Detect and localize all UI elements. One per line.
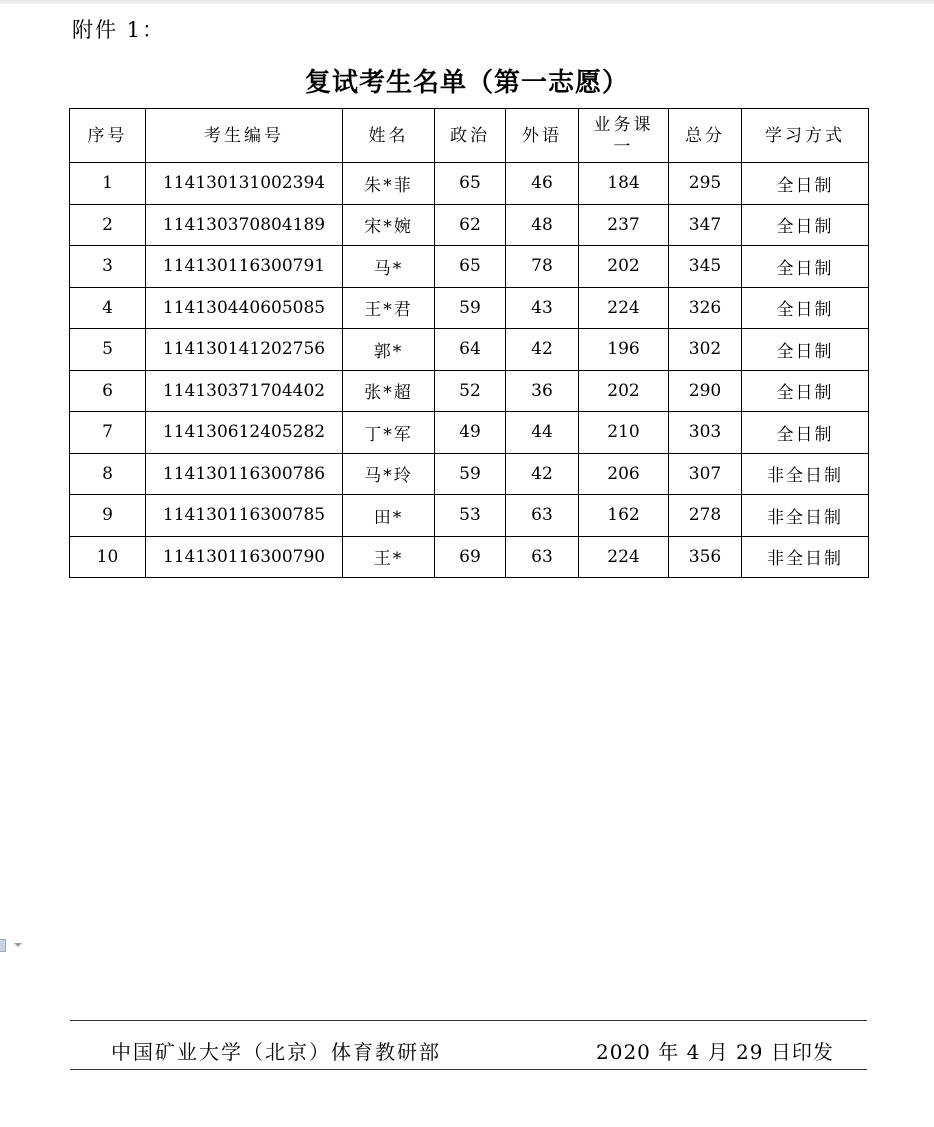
document-icon	[0, 939, 6, 952]
header-cell: 外语	[506, 109, 579, 163]
table-cell: 9	[70, 495, 146, 537]
table-cell: 53	[435, 495, 506, 537]
table-cell: 114130612405282	[146, 412, 343, 454]
table-cell: 64	[435, 329, 506, 371]
table-cell: 224	[579, 536, 669, 578]
table-cell: 202	[579, 370, 669, 412]
chevron-down-icon	[14, 943, 22, 947]
table-cell: 295	[669, 163, 742, 205]
table-row	[70, 453, 869, 495]
table-cell: 42	[506, 453, 579, 495]
table-cell: 114130141202756	[146, 329, 343, 371]
table-row	[70, 329, 869, 371]
table-cell: 王*	[343, 536, 435, 578]
table-cell: 马*玲	[343, 453, 435, 495]
table-cell: 114130371704402	[146, 370, 343, 412]
table-row	[70, 495, 869, 537]
table-cell: 224	[579, 287, 669, 329]
table-cell: 307	[669, 453, 742, 495]
table-row	[70, 163, 869, 205]
table-cell: 非全日制	[742, 536, 869, 578]
table-cell: 丁*军	[343, 412, 435, 454]
table-row	[70, 370, 869, 412]
table-cell: 63	[506, 536, 579, 578]
table-cell: 王*君	[343, 287, 435, 329]
header-cell: 姓名	[343, 109, 435, 163]
header-cell: 学习方式	[742, 109, 869, 163]
attachment-label: 附件 1：	[72, 18, 166, 42]
footer-rule-bottom	[70, 1069, 867, 1070]
table-cell: 237	[579, 204, 669, 246]
header-cell: 考生编号	[146, 109, 343, 163]
table-cell: 78	[506, 246, 579, 288]
table-cell: 全日制	[742, 287, 869, 329]
table-row	[70, 204, 869, 246]
table-cell: 全日制	[742, 204, 869, 246]
table-cell: 196	[579, 329, 669, 371]
table-cell: 184	[579, 163, 669, 205]
table-cell: 10	[70, 536, 146, 578]
table-cell: 52	[435, 370, 506, 412]
table-row	[70, 412, 869, 454]
header-cell: 业务课一	[579, 109, 669, 163]
table-cell: 65	[435, 163, 506, 205]
table-cell: 278	[669, 495, 742, 537]
table-cell: 114130131002394	[146, 163, 343, 205]
header-cell: 政治	[435, 109, 506, 163]
table-cell: 114130116300791	[146, 246, 343, 288]
table-cell: 114130440605085	[146, 287, 343, 329]
table-cell: 114130116300790	[146, 536, 343, 578]
table-cell: 3	[70, 246, 146, 288]
table-cell: 郭*	[343, 329, 435, 371]
table-cell: 6	[70, 370, 146, 412]
table-cell: 7	[70, 412, 146, 454]
footer-rule-top	[70, 1020, 867, 1021]
table-cell: 69	[435, 536, 506, 578]
side-panel-toggle[interactable]	[0, 938, 26, 952]
table-cell: 马*	[343, 246, 435, 288]
table-cell: 8	[70, 453, 146, 495]
table-cell: 59	[435, 287, 506, 329]
table-cell: 46	[506, 163, 579, 205]
table-cell: 43	[506, 287, 579, 329]
table-cell: 田*	[343, 495, 435, 537]
footer-organization: 中国矿业大学（北京）体育教研部	[111, 1040, 441, 1064]
table-cell: 63	[506, 495, 579, 537]
table-cell: 全日制	[742, 329, 869, 371]
table-cell: 290	[669, 370, 742, 412]
table-cell: 5	[70, 329, 146, 371]
table-cell: 162	[579, 495, 669, 537]
table-cell: 62	[435, 204, 506, 246]
page-top-edge	[0, 0, 934, 4]
candidate-table	[69, 108, 869, 578]
document-title: 复试考生名单（第一志愿）	[304, 68, 629, 98]
table-cell: 303	[669, 412, 742, 454]
table-cell: 2	[70, 204, 146, 246]
table-cell: 356	[669, 536, 742, 578]
table-row	[70, 246, 869, 288]
header-cell: 总分	[669, 109, 742, 163]
table-cell: 全日制	[742, 412, 869, 454]
table-cell: 44	[506, 412, 579, 454]
table-cell: 326	[669, 287, 742, 329]
table-cell: 114130116300785	[146, 495, 343, 537]
table-cell: 114130116300786	[146, 453, 343, 495]
table-row	[70, 287, 869, 329]
table-cell: 1	[70, 163, 146, 205]
table-cell: 非全日制	[742, 495, 869, 537]
table-cell: 非全日制	[742, 453, 869, 495]
table-cell: 36	[506, 370, 579, 412]
table-cell: 202	[579, 246, 669, 288]
table-cell: 全日制	[742, 163, 869, 205]
table-cell: 宋*婉	[343, 204, 435, 246]
table-cell: 全日制	[742, 370, 869, 412]
table-cell: 朱*菲	[343, 163, 435, 205]
table-body	[70, 163, 869, 578]
table-cell: 210	[579, 412, 669, 454]
table-cell: 48	[506, 204, 579, 246]
table-cell: 59	[435, 453, 506, 495]
table-cell: 张*超	[343, 370, 435, 412]
table-cell: 65	[435, 246, 506, 288]
table-cell: 347	[669, 204, 742, 246]
table-cell: 49	[435, 412, 506, 454]
header-cell: 序号	[70, 109, 146, 163]
table-cell: 42	[506, 329, 579, 371]
table-cell: 345	[669, 246, 742, 288]
table-cell: 全日制	[742, 246, 869, 288]
table-header-row	[70, 109, 869, 163]
table-cell: 4	[70, 287, 146, 329]
table-cell: 302	[669, 329, 742, 371]
table-cell: 114130370804189	[146, 204, 343, 246]
footer-date: 2020 年 4 月 29 日印发	[596, 1040, 834, 1064]
table-row	[70, 536, 869, 578]
table-cell: 206	[579, 453, 669, 495]
